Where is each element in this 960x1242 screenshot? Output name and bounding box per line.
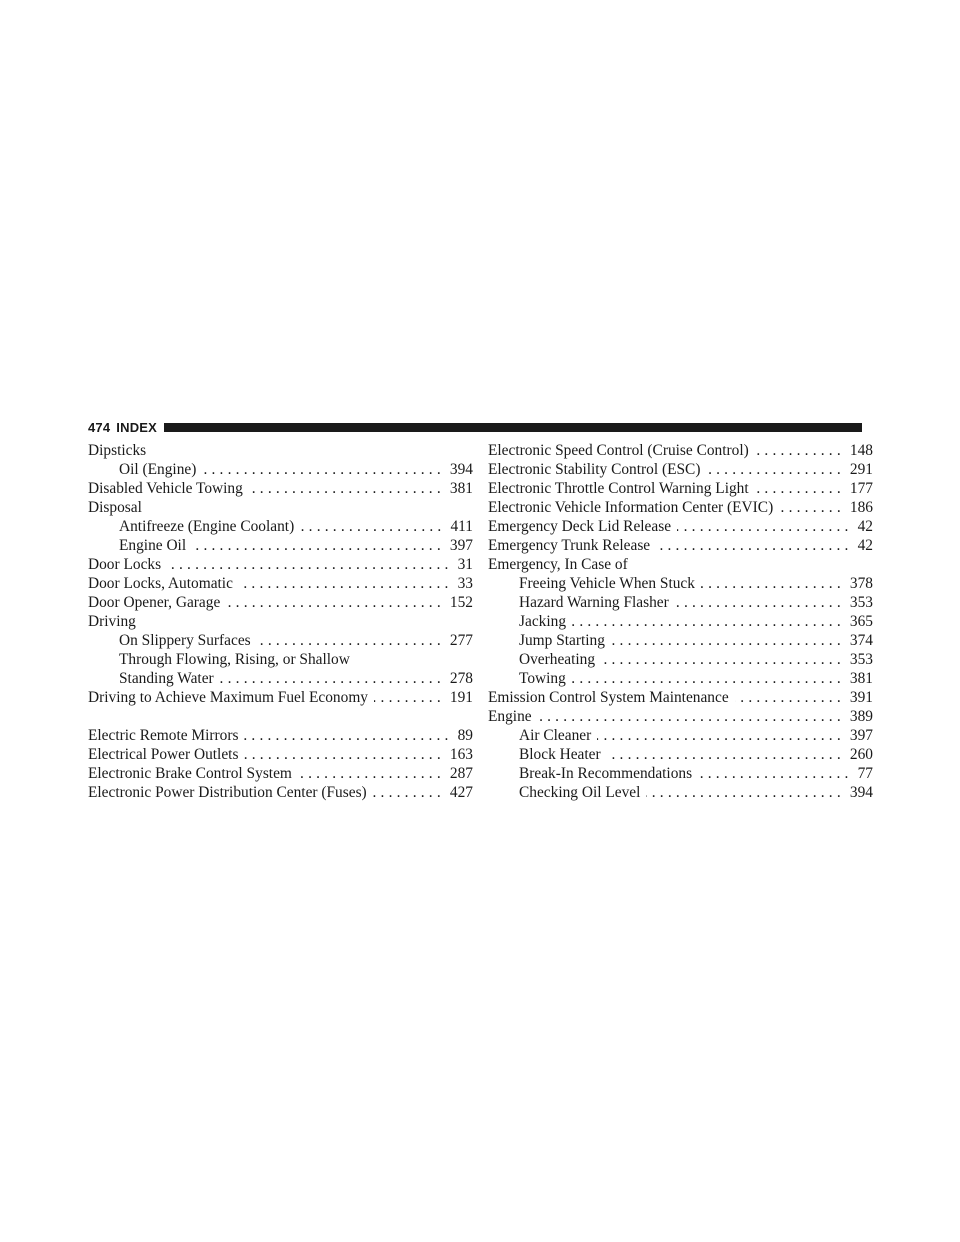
- index-entry: [88, 783, 473, 802]
- entry-label: Jump Starting: [519, 632, 605, 649]
- page-number: 474: [88, 419, 111, 435]
- index-column-right: [488, 441, 873, 802]
- entry-label: On Slippery Surfaces: [119, 632, 251, 649]
- dot-leader: [611, 631, 845, 650]
- entry-label: Door Opener, Garage: [88, 594, 221, 611]
- entry-page-number: 148: [849, 442, 873, 459]
- index-entry: [88, 498, 473, 517]
- index-subentry: [488, 574, 873, 593]
- index-entry: [88, 479, 473, 498]
- index-entry: [488, 536, 873, 555]
- entry-label: Electronic Vehicle Information Center (EVIC): [488, 499, 774, 516]
- index-entry: [488, 441, 873, 460]
- entry-label: Break-In Recommendations: [519, 765, 693, 782]
- entry-label: Emergency Trunk Release: [488, 537, 651, 554]
- entry-page-number: 177: [849, 480, 873, 497]
- index-subentry: [488, 764, 873, 783]
- entry-label: Door Locks: [88, 556, 162, 573]
- dot-leader: [656, 536, 852, 555]
- dot-leader: [755, 479, 845, 498]
- index-entry: [88, 593, 473, 612]
- entry-label: Electronic Power Distribution Center (Fuses): [88, 784, 367, 801]
- entry-label: Towing: [519, 670, 566, 687]
- dot-leader: [202, 460, 445, 479]
- entry-label: Driving to Achieve Maximum Fuel Economy: [88, 689, 368, 706]
- entry-label: Dipsticks: [88, 442, 147, 459]
- entry-page-number: 411: [450, 518, 473, 535]
- index-entry: [88, 441, 473, 460]
- dot-leader: [192, 536, 445, 555]
- entry-label: Electrical Power Outlets: [88, 746, 239, 763]
- entry-page-number: 365: [849, 613, 873, 630]
- dot-leader: [374, 688, 445, 707]
- dot-leader: [706, 460, 844, 479]
- entry-label: Oil (Engine): [119, 461, 197, 478]
- entry-label: Emergency Deck Lid Release: [488, 518, 672, 535]
- entry-label: Jacking: [519, 613, 567, 630]
- entry-page-number: 277: [449, 632, 473, 649]
- index-entry: [88, 612, 473, 631]
- header-text: [88, 420, 157, 435]
- index-entry: [488, 707, 873, 726]
- entry-page-number: 394: [449, 461, 473, 478]
- index-subentry: [88, 650, 473, 669]
- dot-leader: [677, 517, 853, 536]
- index-subentry: [88, 536, 473, 555]
- entry-label: Electronic Brake Control System: [88, 765, 292, 782]
- entry-page-number: 389: [849, 708, 873, 725]
- entry-page-number: 42: [857, 537, 873, 554]
- index-subentry: [88, 517, 473, 536]
- entry-label: Disposal: [88, 499, 142, 516]
- index-subentry: [88, 460, 473, 479]
- index-subentry: [488, 593, 873, 612]
- dot-leader: [701, 574, 845, 593]
- dot-leader: [538, 707, 845, 726]
- index-subentry: [488, 783, 873, 802]
- index-subentry: [88, 631, 473, 650]
- dot-leader: [167, 555, 453, 574]
- index-entry: [88, 574, 473, 593]
- entry-label: Checking Oil Level: [519, 784, 641, 801]
- page-header: [88, 418, 862, 436]
- entry-page-number: 191: [449, 689, 473, 706]
- entry-label: Antifreeze (Engine Coolant): [119, 518, 295, 535]
- index-entry: [488, 688, 873, 707]
- dot-leader: [675, 593, 845, 612]
- entry-label: Air Cleaner: [519, 727, 592, 744]
- dot-leader: [779, 498, 845, 517]
- dot-leader: [698, 764, 853, 783]
- index-subentry: [488, 669, 873, 688]
- index-subentry: [488, 631, 873, 650]
- entry-page-number: 394: [849, 784, 873, 801]
- entry-page-number: 378: [849, 575, 873, 592]
- dot-leader: [572, 612, 845, 631]
- entry-page-number: 42: [857, 518, 873, 535]
- dot-leader: [239, 574, 453, 593]
- entry-label: Disabled Vehicle Towing: [88, 480, 243, 497]
- dot-leader: [755, 441, 845, 460]
- index-entry: [88, 726, 473, 745]
- index-entry: [488, 498, 873, 517]
- entry-page-number: 397: [449, 537, 473, 554]
- header-rule: [164, 423, 862, 432]
- entry-page-number: 77: [857, 765, 873, 782]
- index-entry: [88, 555, 473, 574]
- dot-leader: [607, 745, 845, 764]
- entry-page-number: 427: [449, 784, 473, 801]
- entry-page-number: 260: [849, 746, 873, 763]
- index-entry: [488, 479, 873, 498]
- entry-page-number: 291: [849, 461, 873, 478]
- entry-page-number: 381: [849, 670, 873, 687]
- entry-label: Hazard Warning Flasher: [519, 594, 669, 611]
- dot-leader: [249, 479, 445, 498]
- entry-page-number: 397: [849, 727, 873, 744]
- section-title: INDEX: [116, 419, 158, 435]
- index-subentry: [488, 650, 873, 669]
- entry-label: Emission Control System Maintenance: [488, 689, 729, 706]
- entry-page-number: 353: [849, 594, 873, 611]
- entry-label: Through Flowing, Rising, or Shallow: [119, 651, 350, 668]
- entry-label: Engine Oil: [119, 537, 187, 554]
- index-entry: [488, 517, 873, 536]
- entry-label: Electronic Speed Control (Cruise Control): [488, 442, 749, 459]
- entry-page-number: 33: [457, 575, 473, 592]
- entry-page-number: 278: [449, 670, 473, 687]
- entry-label: Freeing Vehicle When Stuck: [519, 575, 695, 592]
- entry-label: Driving: [88, 613, 136, 630]
- dot-leader: [298, 764, 445, 783]
- index-entry: [88, 745, 473, 764]
- entry-label: Standing Water: [119, 670, 214, 687]
- index-entry: [88, 764, 473, 783]
- dot-leader: [226, 593, 445, 612]
- entry-page-number: 31: [457, 556, 473, 573]
- entry-page-number: 381: [449, 480, 473, 497]
- entry-label: Engine: [488, 708, 532, 725]
- entry-page-number: 391: [849, 689, 873, 706]
- dot-leader: [646, 783, 845, 802]
- entry-label: Electronic Stability Control (ESC): [488, 461, 701, 478]
- entry-label: Electronic Throttle Control Warning Light: [488, 480, 749, 497]
- entry-label: Overheating: [519, 651, 596, 668]
- dot-leader: [300, 517, 445, 536]
- dot-leader: [220, 669, 445, 688]
- dot-leader: [244, 745, 444, 764]
- entry-page-number: 353: [849, 651, 873, 668]
- dot-leader: [597, 726, 845, 745]
- index-entry: [488, 460, 873, 479]
- dot-leader: [572, 669, 845, 688]
- entry-label: Door Locks, Automatic: [88, 575, 233, 592]
- dot-leader: [601, 650, 845, 669]
- entry-page-number: 287: [449, 765, 473, 782]
- entry-page-number: 152: [449, 594, 473, 611]
- dot-leader: [735, 688, 845, 707]
- entry-label: Emergency, In Case of: [488, 556, 628, 573]
- dot-leader: [244, 726, 452, 745]
- index-subentry: [488, 612, 873, 631]
- dot-leader: [373, 783, 445, 802]
- index-entry: [88, 688, 473, 707]
- entry-label: Block Heater: [519, 746, 601, 763]
- entry-page-number: 186: [849, 499, 873, 516]
- index-entry: [488, 555, 873, 574]
- dot-leader: [257, 631, 445, 650]
- index-subentry: [488, 726, 873, 745]
- index-subentry: [88, 669, 473, 688]
- entry-label: Electric Remote Mirrors: [88, 727, 239, 744]
- entry-page-number: 163: [449, 746, 473, 763]
- entry-page-number: 374: [849, 632, 873, 649]
- index-subentry: [488, 745, 873, 764]
- entry-page-number: 89: [457, 727, 473, 744]
- index-column-left: [88, 441, 473, 802]
